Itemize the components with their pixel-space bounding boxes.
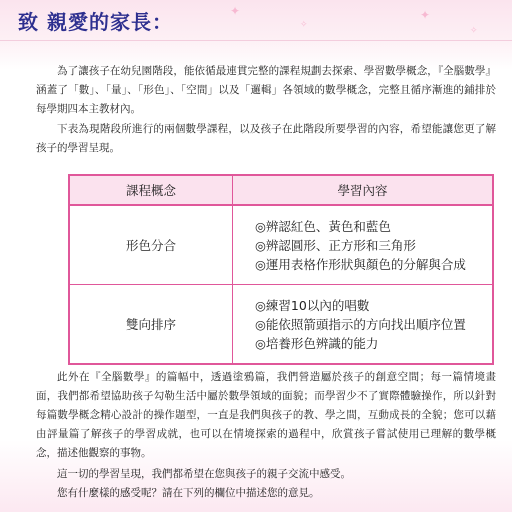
course-concept: 雙向排序 bbox=[69, 285, 233, 365]
sparkle-decoration: ✦ bbox=[420, 8, 431, 22]
course-table bbox=[68, 174, 494, 365]
body-paragraph-3: 您有什麼樣的感受呢？請在下列的欄位中描述您的意見。 bbox=[57, 487, 320, 499]
intro-paragraph-1: 為了讓孩子在幼兒園階段，能依循最連貫完整的課程規劃去探索、學習數學概念，『全腦數學』涵蓋了「數」、「量」、「形色」、「空間」以及「邏輯」各領域的數學概念，完整且循序漸進的鋪排於每學期四本主教材內。 bbox=[36, 65, 496, 115]
learning-item: ◎運用表格作形狀與顏色的分解與合成 bbox=[255, 256, 466, 272]
body-paragraph-2: 這一切的學習呈現，我們都希望在您與孩子的親子交流中感受。 bbox=[57, 468, 351, 480]
learning-content bbox=[233, 205, 494, 285]
course-concept: 形色分合 bbox=[69, 205, 233, 285]
table-header-content: 學習內容 bbox=[233, 175, 494, 205]
learning-item: ◎能依照箭頭指示的方向找出順序位置 bbox=[255, 316, 466, 332]
sparkle-decoration: ✧ bbox=[300, 20, 308, 30]
table-row bbox=[69, 205, 493, 285]
body-paragraph-1: 此外在『全腦數學』的篇幅中，透過塗鴉篇，我們營造屬於孩子的創意空間；每一篇情境畫面，我們都希望協助孩子勾勒生活中屬於數學領域的面貌；而學習少不了實際體驗操作，所以針對每篇數學概念精心設計的操作題型，一直是我們與孩子的教、學之間，互動成長的全貌；您可以藉由評量篇了解孩子的學習成就，也可以在情境探索的過程中，欣賞孩子嘗試使用已理解的數學概念，描述他觀察的事物。 bbox=[36, 371, 496, 459]
learning-item: ◎辨認紅色、黃色和藍色 bbox=[255, 218, 391, 234]
page-title: 致 親愛的家長： bbox=[18, 10, 173, 34]
table-row bbox=[69, 285, 493, 365]
learning-item: ◎辨認圓形、正方形和三角形 bbox=[255, 237, 416, 253]
learning-item: ◎培養形色辨識的能力 bbox=[255, 335, 379, 351]
intro-paragraph-2: 下表為現階段所進行的兩個數學課程，以及孩子在此階段所要學習的內容，希望能讓您更了解孩子的學習呈現。 bbox=[36, 123, 496, 154]
learning-content bbox=[233, 285, 494, 365]
learning-item: ◎練習10以內的唱數 bbox=[255, 297, 370, 313]
table-header-concept: 課程概念 bbox=[69, 175, 233, 205]
title-divider bbox=[0, 40, 512, 41]
sparkle-decoration: ✦ bbox=[230, 4, 241, 18]
sparkle-decoration: ✧ bbox=[470, 26, 478, 36]
